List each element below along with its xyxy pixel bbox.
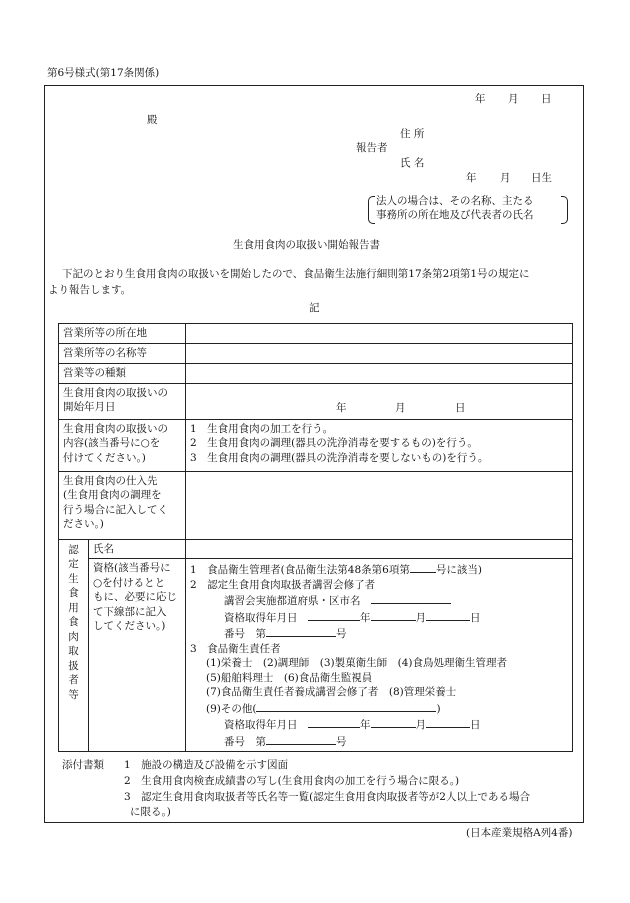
attachment-item-3a: 3 認定生食用食肉取扱者等氏名等一覧(認定生食用食肉取扱者等が2人以上である場合 bbox=[124, 791, 530, 803]
ki-heading: 記 bbox=[309, 302, 320, 314]
table-row bbox=[59, 364, 573, 384]
birth-month: 月 bbox=[500, 172, 511, 184]
table-row bbox=[59, 384, 573, 420]
row-label-name: 営業所等の名称等 bbox=[59, 344, 186, 364]
qualification-options[interactable] bbox=[186, 559, 573, 752]
location-value[interactable] bbox=[186, 324, 573, 344]
qualification-label: 資格(該当番号に ○を付けるとと もに、必要に応じ て下線部に記入 してください。) bbox=[89, 559, 186, 752]
table-row bbox=[59, 540, 573, 559]
start-date-label-2: 開始年月日 bbox=[63, 401, 116, 414]
qual2-number[interactable]: 番号 第 号 bbox=[190, 625, 568, 641]
table-row bbox=[59, 324, 573, 344]
attachment-item-2: 2 生食用食肉検査成績書の写し(生食用食肉の加工を行う場合に限る。) bbox=[124, 775, 460, 787]
intro-line1: 下記のとおり生食用食肉の取扱いを開始したので、食品衛生法施行細則第17条第2項第1号の規定に bbox=[62, 268, 530, 280]
table-row bbox=[59, 420, 573, 472]
start-month: 月 bbox=[395, 402, 406, 414]
table-row bbox=[59, 559, 573, 752]
qual3-date[interactable]: 資格取得年月日 年 月 日 bbox=[190, 716, 568, 732]
qual-option-3[interactable]: 3 食品衛生責任者 bbox=[190, 642, 281, 655]
start-day: 日 bbox=[455, 402, 466, 414]
certified-vertical-label: 認 定 生 食 用 食 肉 取 扱 者 等 bbox=[59, 540, 89, 752]
intro-line2: より報告します。 bbox=[48, 284, 132, 296]
content-option-2[interactable]: 2 生食用食肉の調理(器具の洗浄消毒を要するもの)を行う。 bbox=[190, 437, 478, 450]
birth-year: 年 bbox=[466, 172, 477, 184]
qual-option-1[interactable]: 1 食品衛生管理者(食品衛生法第48条第6項第 号に該当) bbox=[190, 561, 568, 577]
qual-option-2[interactable]: 2 認定生食用食肉取扱者講習会修了者 bbox=[190, 578, 376, 591]
qual2-prefecture[interactable]: 講習会実施都道府県・区市名 bbox=[190, 592, 568, 608]
date-day: 日 bbox=[541, 93, 552, 105]
supplier-label-2: (生食用食肉の調理を bbox=[63, 489, 162, 502]
certified-name-label: 氏名 bbox=[89, 540, 186, 559]
table-row bbox=[59, 472, 573, 540]
reporter-name-label: 氏 名 bbox=[400, 157, 425, 169]
row-label-content bbox=[59, 420, 186, 472]
certified-name-value[interactable] bbox=[186, 540, 573, 559]
report-table bbox=[58, 323, 573, 752]
content-options[interactable] bbox=[186, 420, 573, 472]
supplier-value[interactable] bbox=[186, 472, 573, 540]
date-year: 年 bbox=[475, 93, 486, 105]
qual3-list-3[interactable]: (7)食品衛生責任者養成講習会修了者 (8)管理栄養士 bbox=[206, 686, 457, 699]
content-label-1: 生食用食肉の取扱いの bbox=[63, 423, 168, 435]
content-label-3: 付けてください。) bbox=[63, 451, 146, 464]
start-date-value[interactable] bbox=[186, 384, 573, 420]
attachment-item-3b: に限る。) bbox=[130, 806, 171, 818]
page-title: 生食用食肉の取扱い開始報告書 bbox=[233, 239, 380, 251]
supplier-label-3: 行う場合に記入してく bbox=[63, 503, 168, 516]
row-label-type: 営業等の種類 bbox=[59, 364, 186, 384]
attachment-item-1: 1 施設の構造及び設備を示す図面 bbox=[124, 759, 289, 771]
reporter-address-label: 住 所 bbox=[400, 128, 425, 140]
date-month: 月 bbox=[508, 93, 519, 105]
supplier-label-1: 生食用食肉の仕入先 bbox=[63, 475, 158, 487]
addressee-suffix: 殿 bbox=[147, 114, 158, 126]
row-label-location: 営業所等の所在地 bbox=[59, 324, 186, 344]
row-label-start-date bbox=[59, 384, 186, 420]
attachments-label: 添付書類 bbox=[62, 759, 104, 771]
qual3-list-2[interactable]: (5)船舶料理士 (6)食品衛生監視員 bbox=[206, 671, 373, 684]
name-value[interactable] bbox=[186, 344, 573, 364]
supplier-label-4: ださい。) bbox=[63, 518, 104, 531]
table-row bbox=[59, 344, 573, 364]
start-date-label-1: 生食用食肉の取扱いの bbox=[63, 387, 168, 399]
type-value[interactable] bbox=[186, 364, 573, 384]
content-option-1[interactable]: 1 生食用食肉の加工を行う。 bbox=[190, 423, 334, 435]
corp-note-line1: 法人の場合は、その名称、主たる bbox=[376, 195, 534, 207]
qual3-number[interactable]: 番号 第 号 bbox=[190, 733, 568, 749]
paper-size-note: (日本産業規格A列4番) bbox=[466, 827, 573, 839]
qual3-other[interactable]: (9)その他( ) bbox=[190, 700, 568, 716]
qual3-list-1[interactable]: (1)栄養士 (2)調理師 (3)製菓衛生師 (4)食鳥処理衛生管理者 bbox=[206, 657, 507, 670]
content-label-2: 内容(該当番号に○を bbox=[63, 437, 161, 450]
start-year: 年 bbox=[336, 402, 347, 414]
qual2-date[interactable]: 資格取得年月日 年 月 日 bbox=[190, 609, 568, 625]
reporter-label: 報告者 bbox=[356, 142, 388, 154]
content-option-3[interactable]: 3 生食用食肉の調理(器具の洗浄消毒を要しないもの)を行う。 bbox=[190, 451, 489, 464]
qual1-blank[interactable] bbox=[410, 561, 436, 573]
form-number: 第6号様式(第17条関係) bbox=[47, 67, 160, 79]
birth-day: 日生 bbox=[531, 172, 552, 184]
corp-note-line2: 事務所の所在地及び代表者の氏名 bbox=[376, 209, 534, 221]
row-label-supplier bbox=[59, 472, 186, 540]
